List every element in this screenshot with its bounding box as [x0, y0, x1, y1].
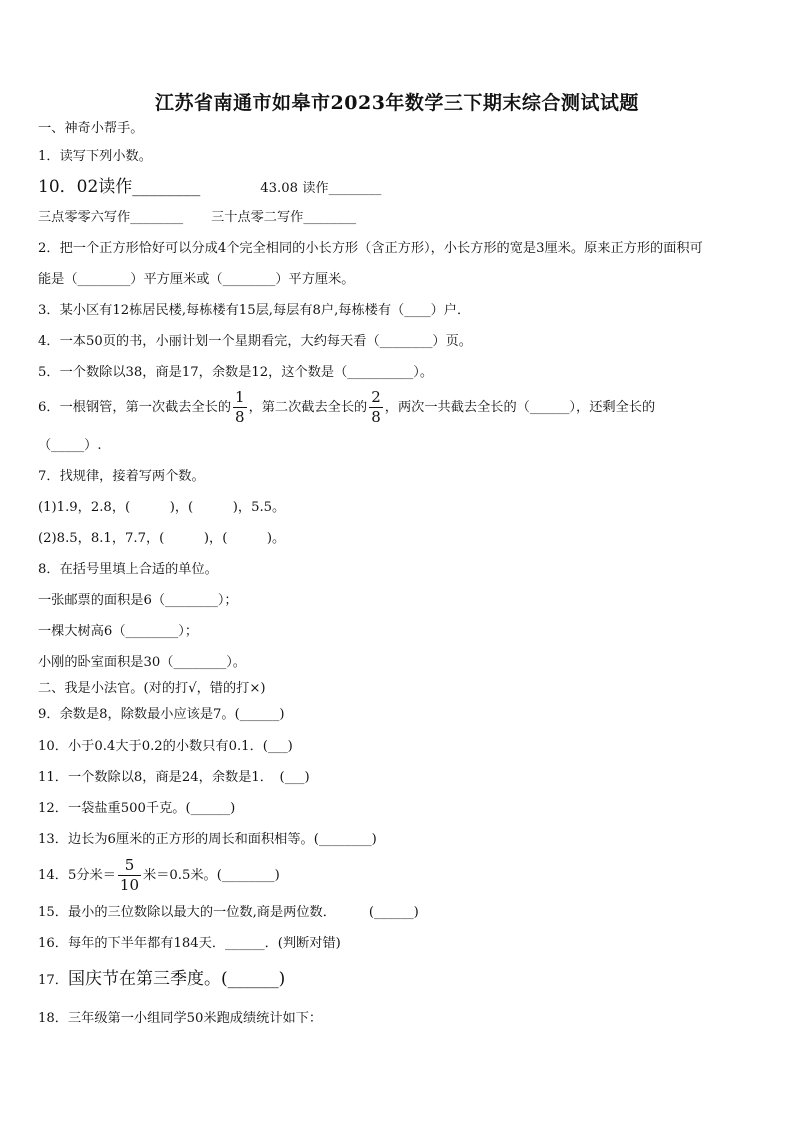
question-15: 15．最小的三位数除以最大的一位数,商是两位数． (______) [38, 905, 419, 920]
question-3: 3．某小区有12栋居民楼,每栋楼有15层,每层有8户,每栋楼有（____）户． [38, 303, 471, 318]
question-14-text-1: 14．5分米＝ [38, 868, 116, 883]
question-8: 8．在括号里填上合适的单位。 [38, 562, 218, 577]
question-18: 18．三年级第一小组同学50米跑成绩统计如下： [38, 1011, 323, 1026]
question-1-part-b: 43.08 读作________ [260, 181, 382, 196]
question-1-row-2 [38, 209, 768, 227]
question-16: 16．每年的下半年都有184天．______．(判断对错) [38, 936, 341, 951]
question-13: 13．边长为6厘米的正方形的周长和面积相等。(________) [38, 832, 377, 847]
question-5: 5．一个数除以38，商是17，余数是12，这个数是（__________）。 [38, 365, 434, 380]
fraction-two-eighths: $\frac{2}{8}$ [371, 388, 381, 426]
question-1: 1．读写下列小数。 [38, 149, 152, 164]
question-7: 7．找规律，接着写两个数。 [38, 469, 205, 484]
question-6-text-2: ，第二次截去全长的 [248, 400, 368, 415]
question-8-part-2: 一棵大树高6（________）； [38, 624, 199, 639]
question-1-part-a: 10．02读作________ [38, 177, 201, 197]
question-14 [38, 858, 768, 893]
question-17-text: 国庆节在第三季度。(______) [67, 969, 286, 989]
question-7-part-2: (2)8.5，8.1，7.7，( )，( )。 [38, 531, 286, 546]
question-17 [38, 970, 768, 990]
question-12: 12．一袋盐重500千克。(______) [38, 801, 236, 816]
question-1-part-c: 三点零零六写作________ [38, 210, 184, 225]
question-1-part-d: 三十点零二写作________ [211, 210, 357, 225]
question-14-text-2: 米＝0.5米。(________) [143, 868, 280, 883]
section-2-heading: 二、我是小法官。(对的打√，错的打×) [38, 681, 266, 696]
fraction-five-tenths: $\frac{5}{10}$ [119, 856, 140, 894]
question-4: 4．一本50页的书，小丽计划一个星期看完，大约每天看（________）页。 [38, 334, 472, 349]
question-17-number: 17． [38, 973, 68, 988]
fraction-one-eighth: $\frac{1}{8}$ [235, 388, 245, 426]
question-9: 9．余数是8，除数最小应该是7。(______) [38, 707, 285, 722]
question-7-part-1: (1)1.9，2.8，( )，( )，5.5。 [38, 500, 286, 515]
question-6-line-1 [38, 390, 768, 425]
question-2-line-2: 能是（________）平方厘米或（________）平方厘米。 [38, 272, 355, 287]
question-6-text-1: 6．一根钢管，第一次截去全长的 [38, 400, 232, 415]
page-title: 江苏省南通市如皋市2023年数学三下期末综合测试试题 [155, 92, 639, 114]
section-1-heading: 一、神奇小帮手。 [38, 121, 144, 136]
question-11: 11．一个数除以8，商是24，余数是1． (___) [38, 770, 310, 785]
question-8-part-1: 一张邮票的面积是6（________）； [38, 593, 238, 608]
question-2-line-1: 2．把一个正方形恰好可以分成4个完全相同的小长方形（含正方形），小长方形的宽是3厘米。原来正方形的面积可 [38, 241, 703, 256]
question-10: 10．小于0.4大于0.2的小数只有0.1．(___) [38, 739, 293, 754]
question-6-text-3: ，两次一共截去全长的（______），还剩全长的 [384, 400, 656, 415]
question-8-part-3: 小刚的卧室面积是30（________）。 [38, 655, 246, 670]
question-1-row-1 [38, 178, 768, 198]
question-6-line-2: （_____）. [38, 438, 102, 453]
